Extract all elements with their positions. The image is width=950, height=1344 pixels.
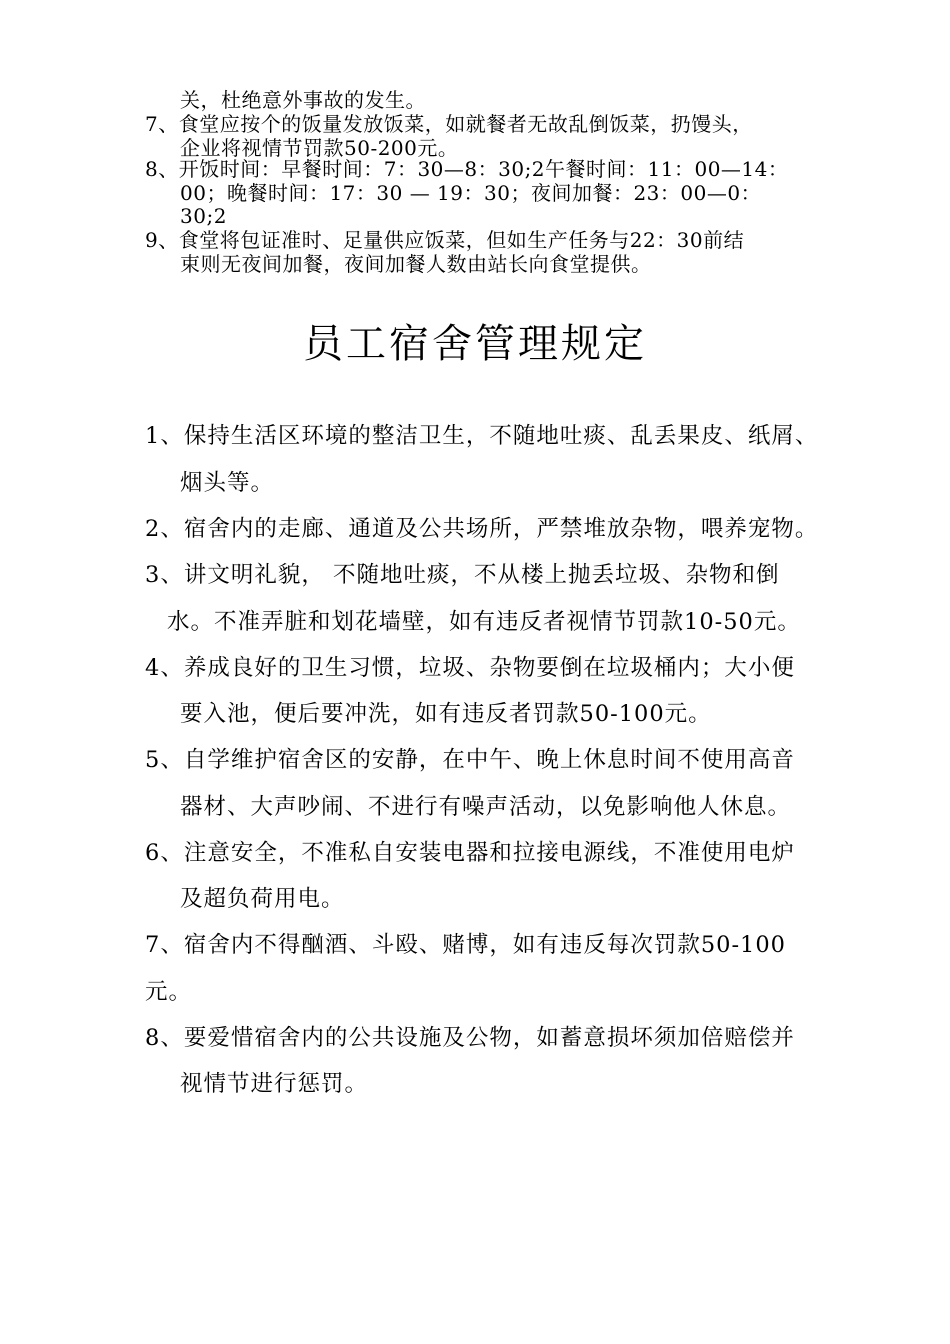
rule-line-3: 2、宿舍内的走廊、通道及公共场所，严禁堆放杂物，喂养宠物。 [145,516,819,542]
top-line-5: 00；晚餐时间：17：30 — 19：30；夜间加餐：23：00—0： [180,181,762,205]
top-line-6: 30;2 [180,204,227,228]
rule-line-12: 7、宿舍内不得酗酒、斗殴、赌博，如有违反每次罚款50-100 [145,932,786,958]
top-line-1: 关，杜绝意外事故的发生。 [180,88,426,112]
top-line-3: 企业将视情节罚款50-200元。 [180,136,459,160]
rule-line-13: 元。 [145,979,193,1005]
rule-line-6: 4、养成良好的卫生习惯，垃圾、杂物要倒在垃圾桶内；大小便 [145,655,795,681]
rule-line-7: 要入池，便后要冲洗，如有违反者罚款50-100元。 [180,701,712,727]
rule-line-11: 及超负荷用电。 [180,886,345,912]
rule-line-8: 5、自学维护宿舍区的安静，在中午、晚上休息时间不使用高音 [145,747,795,773]
rule-line-15: 视情节进行惩罚。 [180,1071,369,1097]
top-line-2: 7、食堂应按个的饭量发放饭菜，如就餐者无故乱倒饭菜，扔馒头， [145,112,753,136]
rule-line-9: 器材、大声吵闹、不进行有噪声活动，以免影响他人休息。 [180,794,792,820]
rule-line-14: 8、要爱惜宿舍内的公共设施及公物，如蓄意损坏须加倍赔偿并 [145,1025,795,1051]
rule-line-10: 6、注意安全，不准私自安装电器和拉接电源线，不准使用电炉 [145,840,795,866]
rule-line-2: 烟头等。 [180,470,275,496]
rule-line-4: 3、讲文明礼貌， 不随地吐痰，不从楼上抛丢垃圾、杂物和倒 [145,562,780,588]
page-title: 员工宿舍管理规定 [303,321,647,367]
top-line-7: 9、食堂将包证准时、足量供应饭菜，但如生产任务与22：30前结 [145,228,745,252]
top-line-8: 束则无夜间加餐，夜间加餐人数由站长向食堂提供。 [180,252,652,276]
rule-line-1: 1、保持生活区环境的整洁卫生，不随地吐痰、乱丢果皮、纸屑、 [145,423,819,449]
rule-line-5: 水。不准弄脏和划花墙壁，如有违反者视情节罚款10-50元。 [167,609,801,635]
top-line-4: 8、开饭时间：早餐时间：7：30—8：30;2午餐时间：11：00—14： [145,157,789,181]
